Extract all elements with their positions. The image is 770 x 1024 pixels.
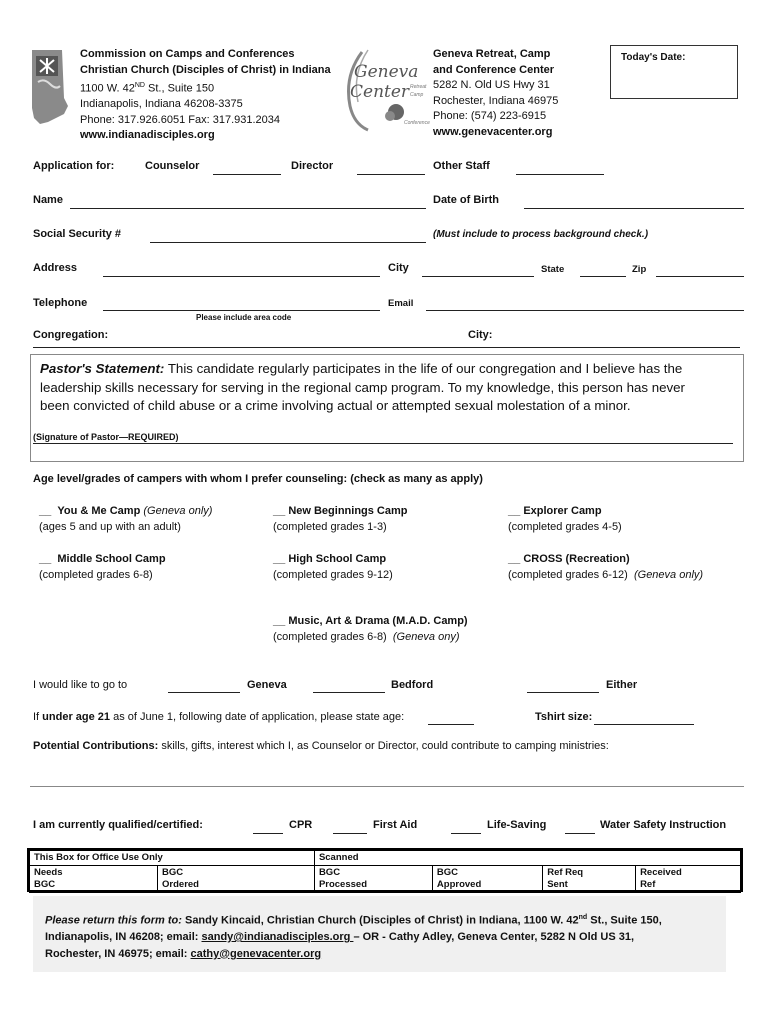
- life-saving-label: Life-Saving: [487, 819, 547, 831]
- office-cell-bgc-processed[interactable]: BGC Processed: [314, 866, 432, 893]
- either-option-label: Either: [606, 679, 638, 691]
- director-label: Director: [291, 160, 334, 172]
- congregation-city-label: City:: [468, 329, 493, 341]
- age-level-heading: Age level/grades of campers with whom I prefer counseling: (check as many as apply): [33, 473, 483, 485]
- pastor-signature-label: (Signature of Pastor—REQUIRED): [33, 432, 179, 442]
- header-right-line1: Geneva Retreat, Camp: [433, 48, 551, 60]
- office-cell-needs-bgc[interactable]: Needs BGC: [30, 866, 158, 893]
- camp-option-mad[interactable]: __ Music, Art & Drama (M.A.D. Camp) (completed grades 6-8) (Geneva ony): [273, 615, 468, 643]
- location-prompt: I would like to go to: [33, 679, 128, 691]
- congregation-field[interactable]: [33, 347, 740, 348]
- pastor-statement-line1: Pastor's Statement: This candidate regularly participates in the life of our congregation and I believe has the: [40, 361, 683, 376]
- cpr-label: CPR: [289, 819, 313, 831]
- cpr-blank[interactable]: [253, 833, 283, 834]
- camp-option-new-beginnings[interactable]: __ New Beginnings Camp (completed grades 1-3): [273, 505, 408, 533]
- logo-name-bottom: Center: [350, 82, 410, 102]
- telephone-label: Telephone: [33, 297, 88, 309]
- first-aid-blank[interactable]: [333, 833, 367, 834]
- tshirt-size-label: Tshirt size:: [535, 711, 593, 723]
- header-right-phone: Phone: (574) 223-6915: [433, 110, 547, 122]
- logo-tag-2: Camp: [410, 92, 424, 98]
- address-label: Address: [33, 262, 78, 274]
- cathy-email-link[interactable]: cathy@genevacenter.org: [190, 947, 322, 960]
- geneva-blank[interactable]: [168, 692, 240, 693]
- return-line2: Indianapolis, IN 46208; email: sandy@indianadisciples.org – OR - Cathy Adley, Geneva Center, 5282 N Old US 31,: [45, 931, 635, 944]
- office-use-title: This Box for Office Use Only: [30, 851, 315, 866]
- header-left-line2: Christian Church (Disciples of Christ) in Indiana: [80, 63, 331, 76]
- email-label: Email: [388, 298, 414, 309]
- zip-label: Zip: [632, 264, 647, 275]
- tshirt-size-field[interactable]: [594, 724, 694, 725]
- city-label: City: [388, 262, 409, 274]
- geneva-option-label: Geneva: [247, 679, 287, 691]
- camp-option-you-and-me[interactable]: __ You & Me Camp (Geneva only) (ages 5 and up with an adult): [39, 505, 213, 533]
- camp-option-middle-school[interactable]: __ Middle School Camp (completed grades 6-8): [39, 553, 166, 581]
- return-line3: Rochester, IN 46975; email: cathy@genevacenter.org: [45, 947, 322, 960]
- header-left-web: www.indianadisciples.org: [80, 129, 215, 142]
- camp-option-cross[interactable]: __ CROSS (Recreation) (completed grades 6-12) (Geneva only): [508, 553, 704, 581]
- counselor-label: Counselor: [145, 160, 200, 172]
- office-cell-ref-req-sent[interactable]: Ref Req Sent: [543, 866, 636, 893]
- header-left-phone: Phone: 317.926.6051 Fax: 317.931.2034: [80, 113, 281, 126]
- other-staff-label: Other Staff: [433, 160, 490, 172]
- header-right-web: www.genevacenter.org: [433, 125, 553, 138]
- header-left-line1: Commission on Camps and Conferences: [80, 48, 295, 60]
- dob-field[interactable]: [524, 208, 744, 209]
- qualified-label: I am currently qualified/certified:: [33, 819, 203, 831]
- office-use-table: [29, 850, 741, 893]
- address-field[interactable]: [103, 276, 380, 277]
- logo-tag-1: Retreat: [410, 84, 427, 90]
- indiana-map-logo: [28, 48, 72, 126]
- state-field[interactable]: [580, 276, 626, 277]
- pastor-statement-line2: leadership skills necessary for serving in the regional camp program. To my knowledge, this person has never: [40, 379, 685, 395]
- todays-date-box[interactable]: [610, 45, 738, 99]
- age-field[interactable]: [428, 724, 474, 725]
- header-left-block: [80, 47, 380, 144]
- area-code-note: Please include area code: [196, 313, 292, 322]
- office-cell-bgc-approved[interactable]: BGC Approved: [432, 866, 542, 893]
- pastor-statement-box: [30, 354, 744, 462]
- ssn-label: Social Security #: [33, 228, 122, 240]
- header-right-address: 5282 N. Old US Hwy 31: [433, 79, 550, 91]
- return-instructions-text: [45, 910, 721, 962]
- camp-option-high-school[interactable]: __ High School Camp (completed grades 9-12): [273, 553, 393, 581]
- header-right-city: Rochester, Indiana 46975: [433, 94, 559, 107]
- office-use-box: [27, 848, 743, 892]
- water-safety-blank[interactable]: [565, 833, 595, 834]
- age-question: If under age 21 as of June 1, following date of application, please state age:: [33, 711, 405, 723]
- name-field[interactable]: [70, 208, 426, 209]
- logo-name-top: Geneva: [354, 62, 419, 82]
- pastor-statement-line3: been convicted of child abuse or a crime involving actual or attempted sexual molestation of a minor.: [40, 398, 631, 413]
- pastor-statement-heading: Pastor's Statement:: [40, 361, 165, 376]
- header-right-line2: and Conference Center: [433, 63, 555, 76]
- zip-field[interactable]: [656, 276, 744, 277]
- bedford-option-label: Bedford: [391, 679, 434, 691]
- camp-option-explorer[interactable]: __ Explorer Camp (completed grades 4-5): [508, 505, 622, 533]
- todays-date-label: Today's Date:: [621, 52, 686, 63]
- water-safety-label: Water Safety Instruction: [600, 819, 727, 831]
- city-field[interactable]: [422, 276, 534, 277]
- director-blank[interactable]: [357, 174, 425, 175]
- life-saving-blank[interactable]: [451, 833, 481, 834]
- first-aid-label: First Aid: [373, 819, 418, 831]
- state-label: State: [541, 264, 565, 275]
- ssn-field[interactable]: [150, 242, 426, 243]
- congregation-label: Congregation:: [33, 329, 109, 341]
- office-cell-received-ref[interactable]: Received Ref: [636, 866, 741, 893]
- contributions-divider: [30, 786, 744, 787]
- pastor-statement-text: [40, 360, 740, 416]
- dob-label: Date of Birth: [433, 194, 499, 206]
- ssn-note: (Must include to process background check.): [433, 229, 649, 240]
- geneva-center-logo: [338, 46, 428, 132]
- logo-tag-3: Conference: [404, 120, 430, 126]
- either-blank[interactable]: [527, 692, 599, 693]
- name-label: Name: [33, 194, 63, 206]
- office-cell-bgc-ordered[interactable]: BGC Ordered: [158, 866, 315, 893]
- other-staff-blank[interactable]: [516, 174, 604, 175]
- return-line1: Please return this form to: Sandy Kincaid, Christian Church (Disciples of Christ) in Indiana, 1100 W. 42nd St., Suite 150,: [45, 914, 662, 927]
- application-for-label: Application for:: [33, 160, 115, 172]
- pastor-signature-field[interactable]: [33, 443, 733, 444]
- office-scanned-label: Scanned: [314, 851, 740, 866]
- return-instructions-box: [33, 896, 726, 972]
- header-right-block: [433, 47, 603, 140]
- email-field[interactable]: [426, 310, 744, 311]
- sandy-email-link[interactable]: sandy@indianadisciples.org: [201, 931, 354, 944]
- contributions-field[interactable]: [33, 756, 744, 784]
- bedford-blank[interactable]: [313, 692, 385, 693]
- counselor-blank[interactable]: [213, 174, 281, 175]
- header-left-address: 1100 W. 42ND St., Suite 150: [80, 82, 215, 95]
- header-left-city: Indianapolis, Indiana 46208-3375: [80, 98, 243, 111]
- contributions-prompt: Potential Contributions: skills, gifts, interest which I, as Counselor or Director, could contribute to camping ministries:: [33, 740, 609, 752]
- telephone-field[interactable]: [103, 310, 380, 311]
